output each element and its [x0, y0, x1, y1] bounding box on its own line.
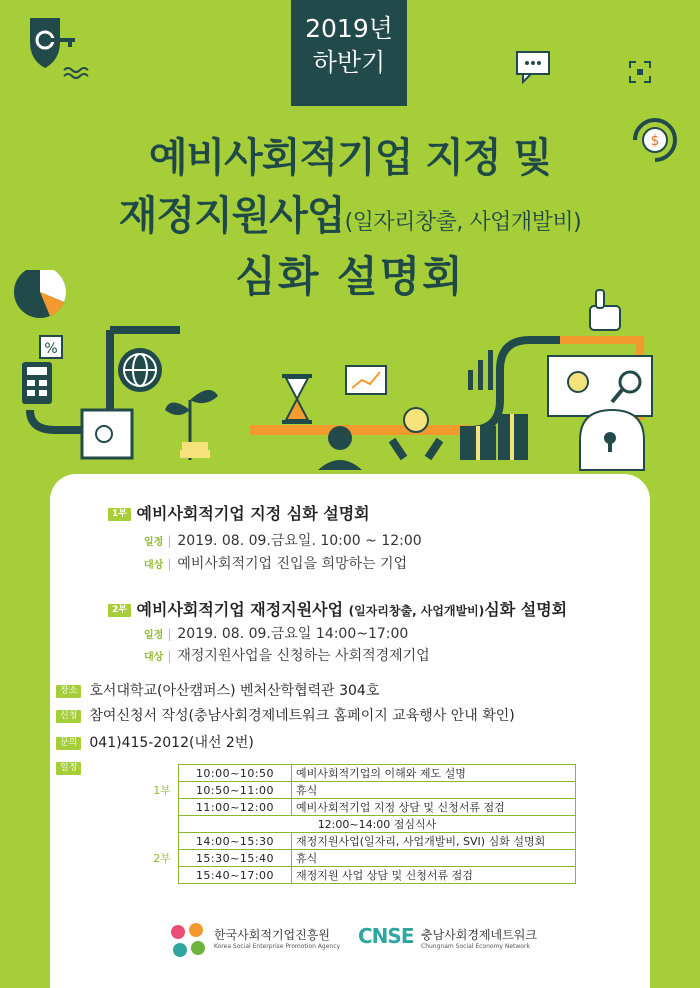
part1-label: 1부 [153, 784, 171, 797]
session2-target-row [144, 645, 430, 665]
table-row [146, 833, 576, 850]
schedule-time: 15:40~17:00 [179, 867, 292, 884]
growth-chart-icon [346, 366, 386, 394]
apply-value: 참여신청서 작성(충남사회경제네트워크 홈페이지 교육행사 안내 확인) [89, 708, 515, 724]
title-line2-sub: (일자리창출, 사업개발비) [344, 210, 582, 235]
session1-date-label: 일정 [144, 537, 164, 548]
calculator-icon [22, 362, 52, 404]
schedule-label-row [56, 760, 89, 776]
idea-panel-icon [548, 356, 652, 416]
separator: | [167, 534, 172, 548]
session2-title-pre: 예비사회적기업 재정지원사업 [136, 600, 349, 619]
info-card [50, 474, 650, 988]
lunch-spacer [146, 816, 179, 833]
org1-name: 한국사회적기업진흥원 [214, 928, 330, 942]
contact-label: 문의 [56, 737, 81, 750]
schedule-desc: 재정지원사업(일자리, 사업개발비, SVI) 심화 설명회 [292, 833, 576, 850]
title-line1: 예비사회적기업 지정 및 [148, 135, 552, 181]
place-row [56, 680, 379, 700]
head-keyhole-icon [580, 410, 644, 470]
table-row [146, 867, 576, 884]
table-row [146, 850, 576, 867]
session2-date-label: 일정 [144, 630, 164, 641]
cnse-logo: CNSE [358, 924, 414, 948]
title-line2 [0, 184, 700, 241]
schedule-time: 15:30~15:40 [179, 850, 292, 867]
safe-icon [82, 410, 132, 458]
org2-name: 충남사회경제네트워크 [421, 928, 537, 942]
session2-date: 2019. 08. 09.금요일 14:00~17:00 [177, 626, 409, 642]
plant-coins-icon [165, 390, 218, 460]
session1-badge: 1부 [108, 508, 131, 521]
contact-row [56, 732, 254, 752]
place-label: 장소 [56, 685, 81, 698]
percent-icon [40, 336, 62, 358]
year-tag [291, 0, 407, 106]
lunch-row: 12:00~14:00 점심식사 [179, 816, 576, 833]
session2-date-row [144, 623, 408, 643]
table-row [146, 799, 576, 816]
title-line3: 심화 설명회 [235, 252, 465, 301]
business-illustration [0, 270, 700, 500]
session1-date: 2019. 08. 09.금요일. 10:00 ~ 12:00 [177, 533, 422, 549]
year-line1: 2019년 [305, 14, 393, 43]
table-row [146, 765, 576, 782]
globe-icon [118, 348, 162, 392]
org2-english-name: Chungnam Social Economy Network [421, 943, 530, 950]
dollar-symbol: $ [650, 133, 660, 149]
table-row [146, 782, 576, 799]
kosepa-logo-icon [166, 920, 210, 962]
schedule-time: 10:00~10:50 [179, 765, 292, 782]
separator: | [167, 649, 172, 663]
schedule-label: 일정 [56, 762, 81, 775]
title-line2-main: 재정지원사업 [118, 193, 345, 239]
session2-badge: 2부 [108, 604, 131, 617]
session1-target-row [144, 553, 407, 573]
session2-title [108, 597, 567, 620]
part2-label: 2부 [153, 852, 171, 865]
pie-chart-icon [14, 270, 66, 318]
schedule-desc: 재정지원 사업 상담 및 신청서류 점검 [292, 867, 576, 884]
apply-row [56, 705, 515, 725]
contact-value: 041)415-2012(내선 2번) [89, 735, 254, 751]
bar-growth-icon [468, 350, 493, 390]
schedule-time: 14:00~15:30 [179, 833, 292, 850]
session2-target-label: 대상 [144, 652, 164, 663]
schedule-desc: 예비사회적기업 지정 상담 및 신청서류 점검 [292, 799, 576, 816]
org1-english-name: Korea Social Enterprise Promotion Agency [214, 943, 341, 950]
apply-label: 신청 [56, 710, 81, 723]
place-value: 호서대학교(아산캠퍼스) 벤처산학협력관 304호 [89, 683, 380, 699]
session1-target-label: 대상 [144, 560, 164, 571]
focus-frame-icon [628, 60, 652, 84]
pointing-hand-icon [590, 290, 620, 330]
session2-target: 재정지원사업을 신청하는 사회적경제기업 [177, 648, 430, 664]
schedule-desc: 휴식 [292, 850, 576, 867]
schedule-time: 11:00~12:00 [179, 799, 292, 816]
schedule-time: 10:50~11:00 [179, 782, 292, 799]
schedule-table [146, 764, 576, 884]
session1-title [108, 501, 370, 524]
session1-title-text: 예비사회적기업 지정 심화 설명회 [136, 504, 370, 523]
separator: | [167, 627, 172, 641]
session2-title-paren: (일자리창출, 사업개발비) [348, 604, 485, 618]
session1-date-row [144, 530, 422, 550]
chat-bubble-icon [515, 50, 555, 84]
separator: | [167, 557, 172, 571]
schedule-desc: 휴식 [292, 782, 576, 799]
hourglass-icon [282, 374, 312, 424]
session1-target: 예비사회적기업 진입을 희망하는 기업 [177, 556, 408, 572]
year-line2: 하반기 [312, 48, 386, 77]
schedule-desc: 예비사회적기업의 이해와 제도 설명 [292, 765, 576, 782]
shield-key-icon [20, 12, 100, 82]
percent-symbol: % [44, 341, 58, 357]
table-row [146, 816, 576, 833]
session2-title-post: 심화 설명회 [484, 600, 568, 619]
